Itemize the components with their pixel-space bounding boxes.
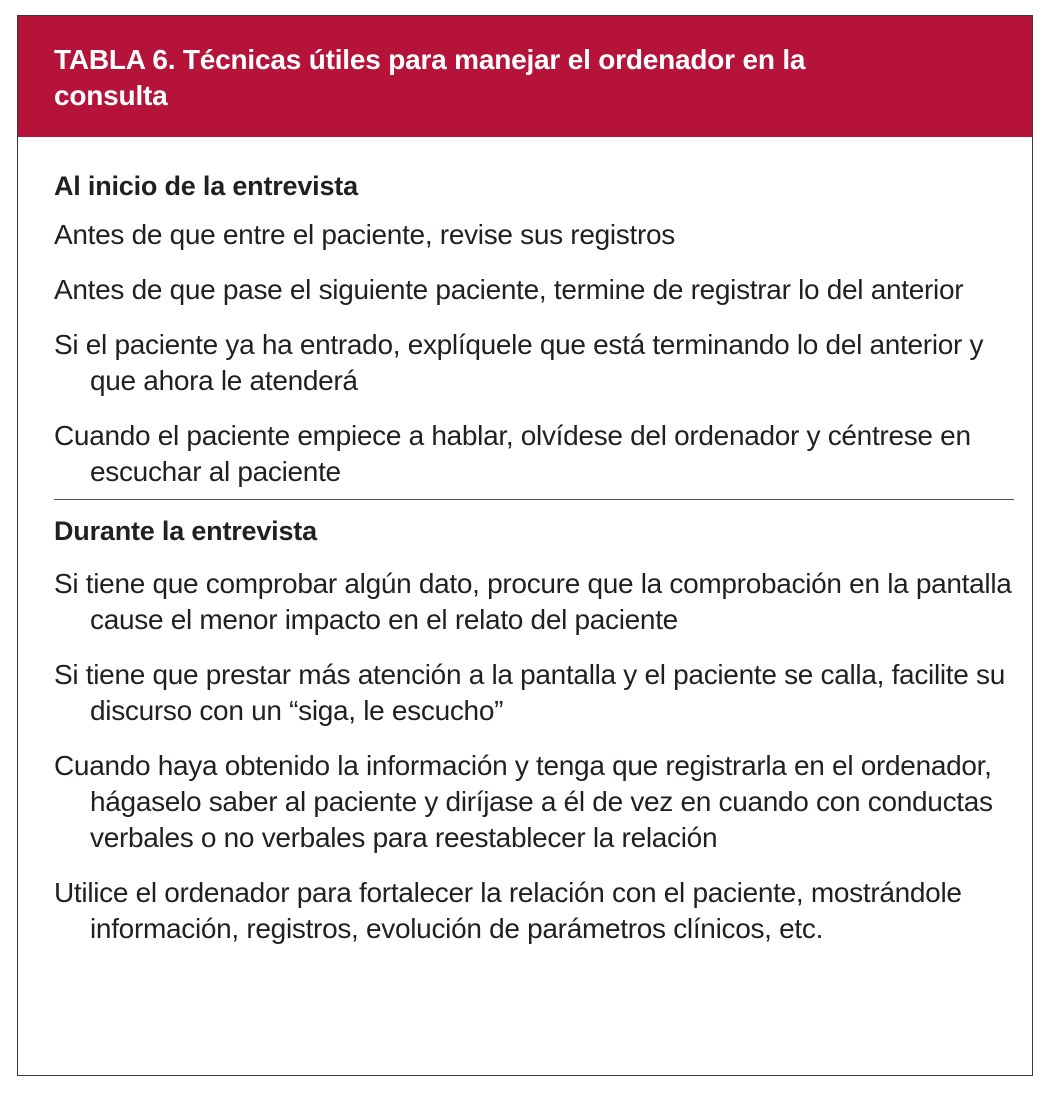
list-item: Si tiene que comprobar algún dato, procure que la comprobación en la pantalla cause el menor impacto en el relato del paciente (54, 568, 1012, 635)
section-start-of-interview (18, 169, 1032, 490)
section-divider (54, 499, 1014, 500)
table-title: TABLA 6. Técnicas útiles para manejar el ordenador en la consulta (54, 44, 806, 111)
list-item: Si el paciente ya ha entrado, explíquele que está terminando lo del anterior y que ahora le atenderá (54, 329, 984, 396)
list-item: Cuando haya obtenido la información y tenga que registrarla en el ordenador, hágaselo saber al paciente y diríjase a él de vez en cuando con conductas verbales o no verbales para reestablecer la relación (54, 750, 993, 853)
section-heading: Al inicio de la entrevista (54, 171, 358, 201)
table-box (17, 15, 1033, 1076)
list-item: Cuando el paciente empiece a hablar, olvídese del ordenador y céntrese en escuchar al paciente (54, 420, 971, 487)
list-item: Antes de que pase el siguiente paciente, termine de registrar lo del anterior (54, 274, 964, 305)
section-heading: Durante la entrevista (54, 516, 317, 546)
table-header (18, 16, 1032, 137)
list-item: Antes de que entre el paciente, revise sus registros (54, 219, 675, 250)
list-item: Si tiene que prestar más atención a la pantalla y el paciente se calla, facilite su discurso con un “siga, le escucho” (54, 659, 1005, 726)
section-during-interview (18, 514, 1032, 947)
list-item: Utilice el ordenador para fortalecer la relación con el paciente, mostrándole información, registros, evolución de parámetros clínicos, etc. (54, 877, 962, 944)
